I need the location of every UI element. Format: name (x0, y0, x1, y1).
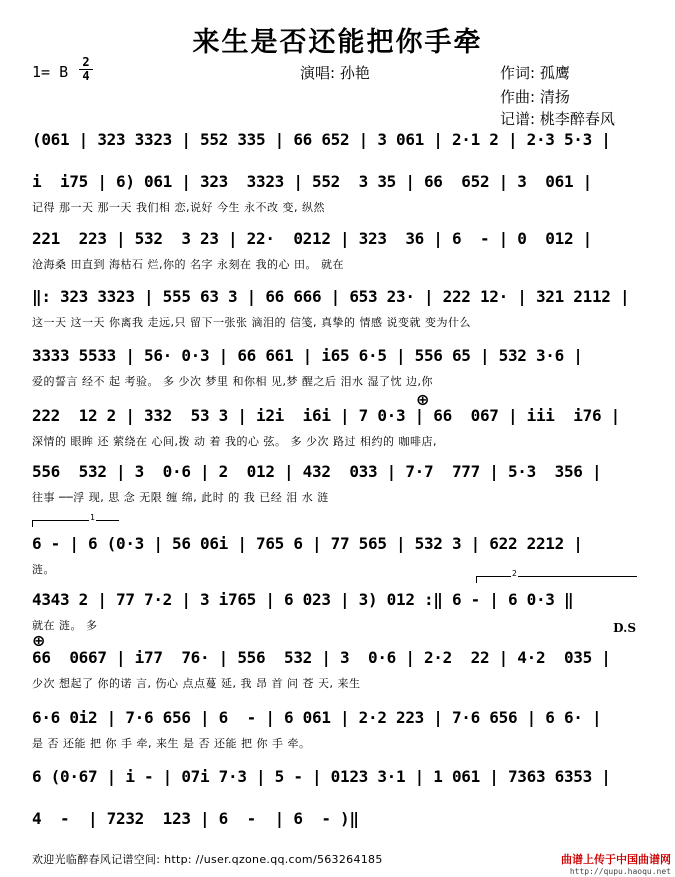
notation-line: 221 223 | 532 3 23 | 22· 0212 | 323 36 | 6 - | 0 012 | (32, 229, 592, 248)
notation-line: 66 0667 | i77 76· | 556 532 | 3 0·6 | 2·2 22 | 4·2 035 | (32, 648, 611, 667)
lyric-line: 少次 想起了 你的诺 言, 伤心 点点蔓 延, 我 昂 首 问 苍 天, 来生 (32, 677, 361, 690)
notation-line: 4343 2 | 77 7·2 | 3 i765 | 6 023 | 3) 012 :‖ 6 - | 6 0·3 ‖ (32, 590, 574, 609)
footer-note: 欢迎光临醉春风记谱空间: http: //user.qzone.qq.com/563264185 (32, 853, 383, 866)
time-signature (79, 57, 93, 82)
dal-segno-mark: D.S (613, 621, 636, 635)
notation-line: (061 | 323 3323 | 552 335 | 66 652 | 3 061 | 2·1 2 | 2·3 5·3 | (32, 130, 611, 149)
lyric-line: 往事 ──浮 现, 思 念 无限 缠 绵, 此时 的 我 已经 泪 水 涟 (32, 491, 329, 504)
watermark-line-2: http://qupu.haoqu.net (569, 867, 671, 876)
coda-symbol: ⊕ (416, 390, 430, 409)
composer-credit: 作曲: 清扬 (500, 88, 570, 106)
notation-line: 6 (0·67 | i - | 07i 7·3 | 5 - | 0123 3·1 | 1 061 | 7363 6353 | (32, 767, 611, 786)
song-title: 来生是否还能把你手牵 (192, 27, 483, 58)
notation-line: 4 - | 7232 123 | 6 - | 6 - )‖ (32, 809, 359, 828)
notation-line: 6 - | 6 (0·3 | 56 06i | 765 6 | 77 565 | 532 3 | 622 2212 | (32, 534, 583, 553)
time-signature-top: 2 (82, 55, 90, 69)
first-ending-bracket: 1 (32, 520, 119, 527)
lyric-line: 是 否 还能 把 你 手 牵, 来生 是 否 还能 把 你 手 牵。 (32, 737, 311, 750)
notation-line: 556 532 | 3 0·6 | 2 012 | 432 033 | 7·7 777 | 5·3 356 | (32, 462, 602, 481)
time-signature-bottom: 4 (82, 69, 90, 83)
lyric-line: 记得 那一天 那一天 我们相 恋,说好 今生 永不改 变, 纵然 (32, 201, 325, 214)
lyric-line: 就在 涟。 多 (32, 619, 98, 632)
lyric-line: 沧海桑 田直到 海枯石 烂,你的 名字 永刻在 我的心 田。 就在 (32, 258, 344, 271)
second-ending-bracket: 2 (476, 576, 637, 583)
coda-symbol: ⊕ (32, 631, 46, 650)
singer-credit: 演唱: 孙艳 (300, 64, 370, 82)
notation-line: 222 12 2 | 332 53 3 | i2i i6i | 7 0·3 | 66 067 | iii i76 | (32, 406, 620, 425)
notation-line: 6·6 0i2 | 7·6 656 | 6 - | 6 061 | 2·2 223 | 7·6 656 | 6 6· | (32, 708, 602, 727)
lyric-line: 这一天 这一天 你离我 走远,只 留下一张张 滴泪的 信笺, 真挚的 情感 说变就 变为什么 (32, 316, 471, 329)
lyric-line: 涟。 (32, 563, 55, 576)
key-signature: 1= B (32, 63, 69, 81)
lyric-line: 深情的 眼眸 还 萦绕在 心间,拨 动 着 我的心 弦。 多 少次 路过 相约的 咖啡店, (32, 435, 437, 448)
site-watermark (561, 851, 671, 876)
notation-line: i i75 | 6) 061 | 323 3323 | 552 3 35 | 66 652 | 3 061 | (32, 172, 592, 191)
watermark-line-1: 曲谱上传于中国曲谱网 (561, 853, 671, 866)
notation-line: 3333 5533 | 56· 0·3 | 66 661 | i65 6·5 | 556 65 | 532 3·6 | (32, 346, 583, 365)
transcriber-credit: 记谱: 桃李醉春风 (500, 110, 615, 128)
lyric-line: 爱的誓言 经不 起 考验。 多 少次 梦里 和你相 见,梦 醒之后 泪水 湿了忱 边,你 (32, 375, 433, 388)
lyricist-credit: 作词: 孤鹰 (500, 64, 570, 82)
notation-line: ‖: 323 3323 | 555 63 3 | 66 666 | 653 23· | 222 12· | 321 2112 | (32, 287, 630, 306)
